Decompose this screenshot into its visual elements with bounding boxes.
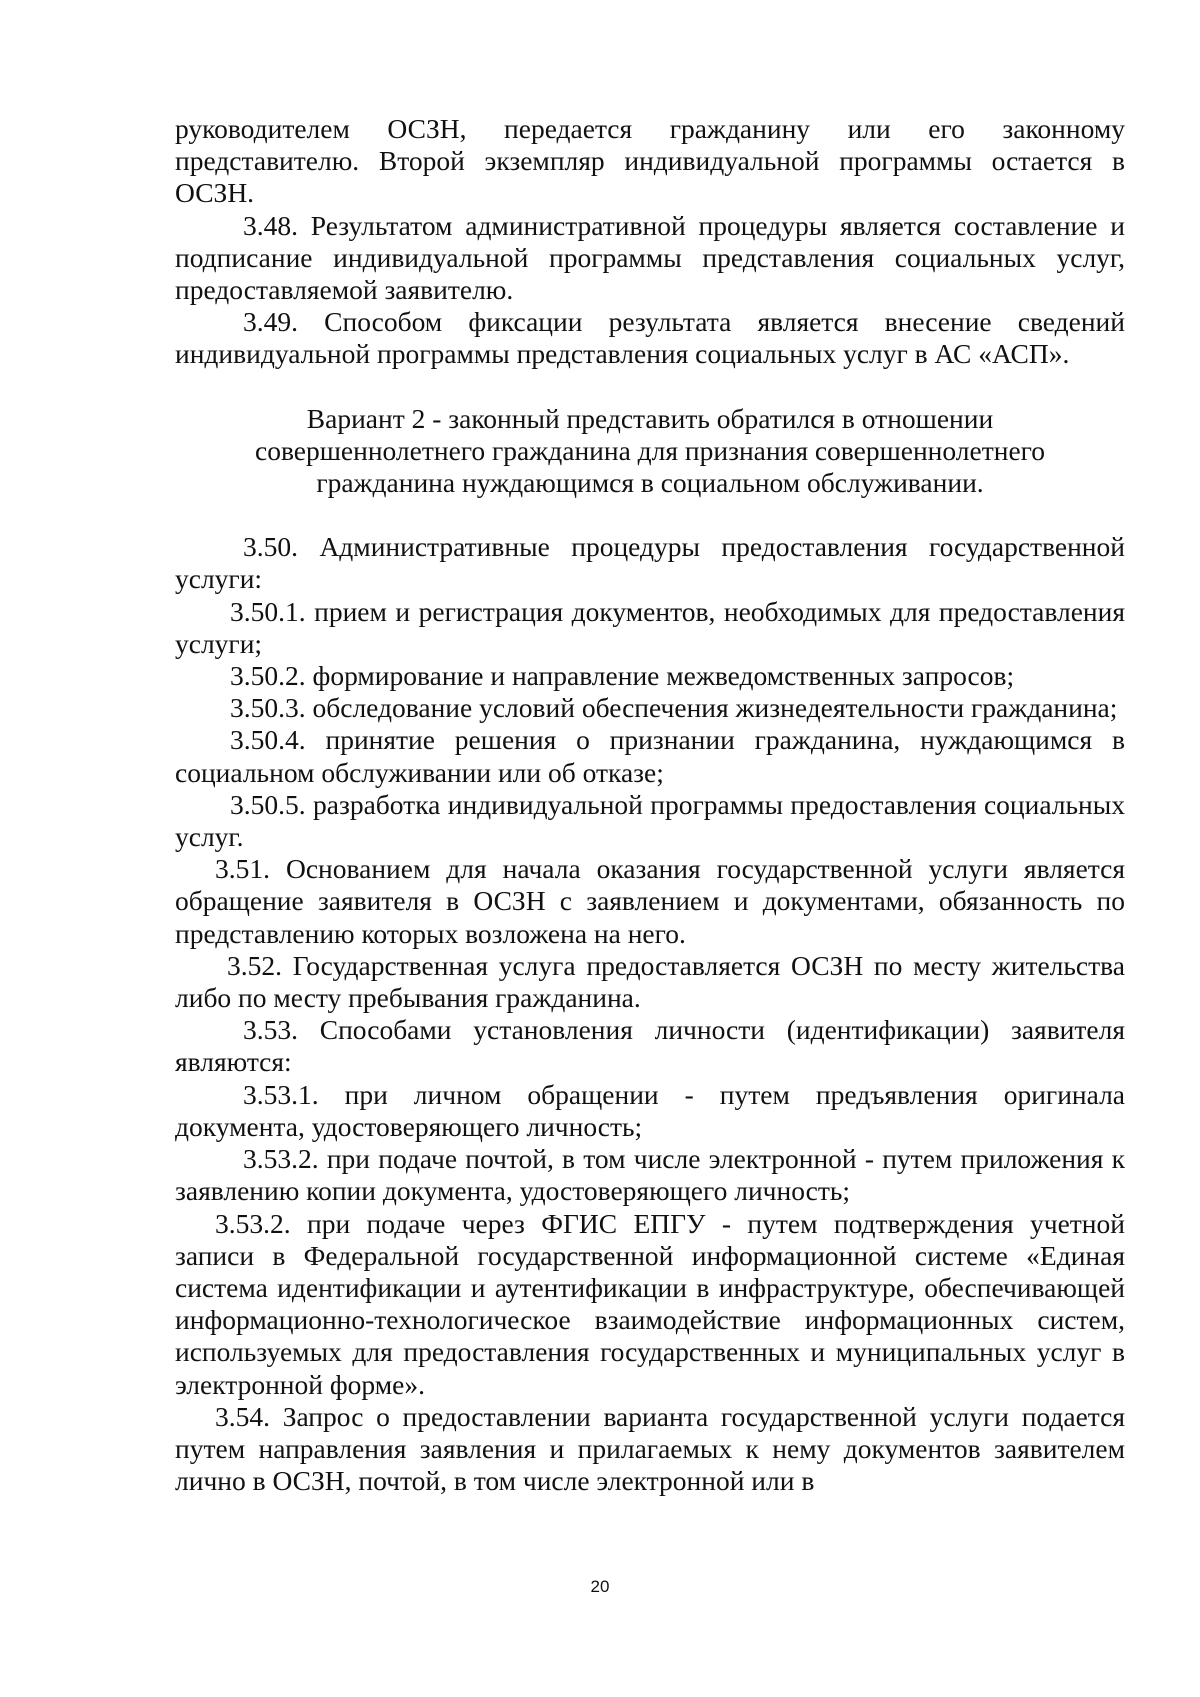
section-heading: Вариант 2 - законный представить обратился в отношении совершеннолетнего гражданина для признания совершеннолетнего гражданина нуждающимся в социальном обслуживании. bbox=[254, 402, 1045, 499]
paragraph-3-50-5: 3.50.5. разработка индивидуальной программы предоставления социальных услуг. bbox=[175, 788, 1125, 853]
paragraph-3-54: 3.54. Запрос о предоставлении варианта государственной услуги подается путем направления заявления и прилагаемых к нему документов заявителем лично в ОСЗН, почтой, в том числе электронной или в bbox=[175, 1400, 1125, 1497]
page-number: 20 bbox=[590, 1577, 610, 1596]
paragraph-3-53: 3.53. Способами установления личности (идентификации) заявителя являются: bbox=[175, 1014, 1125, 1078]
paragraph-3-52: 3.52. Государственная услуга предоставляется ОСЗН по месту жительства либо по месту пребывания гражданина. bbox=[175, 949, 1125, 1014]
spacer bbox=[175, 371, 1125, 403]
paragraph-3-50-2: 3.50.2. формирование и направление межведомственных запросов; bbox=[230, 660, 1015, 692]
paragraph-3-51: 3.51. Основанием для начала оказания государственной услуги является обращение заявителя в ОСЗН с заявлением и документами, обязанность по представлению которых возложена на него. bbox=[175, 853, 1125, 949]
paragraph-3-50-4: 3.50.4. принятие решения о признании гражданина, нуждающимся в социальном обслуживании или об отказе; bbox=[175, 724, 1125, 788]
paragraph-continuation: руководителем ОСЗН, передается гражданину или его законному представителю. Второй экземпляр индивидуальной программы остается в ОСЗН. bbox=[175, 113, 1125, 209]
paragraph-3-50-1: 3.50.1. прием и регистрация документов, необходимых для предоставления услуги; bbox=[175, 595, 1125, 659]
paragraph-3-50: 3.50. Административные процедуры предоставления государственной услуги: bbox=[175, 531, 1125, 595]
paragraph-3-53-2-mail: 3.53.2. при подаче почтой, в том числе электронной - путем приложения к заявлению копии документа, удостоверяющего личность; bbox=[175, 1143, 1125, 1207]
paragraph-3-53-2-epgu: 3.53.2. при подаче через ФГИС ЕПГУ - путем подтверждения учетной записи в Федеральной государственной информационной системе «Единая система идентификации и аутентификации в инфраструктуре, обеспечивающей информационно-технологическое взаимодействие информационных систем, используемых для предоставления государственных и муниципальных услуг в электронной форме». bbox=[175, 1207, 1125, 1400]
paragraph-3-48: 3.48. Результатом административной процедуры является составление и подписание индивидуальной программы представления социальных услуг, предоставляемой заявителю. bbox=[175, 209, 1125, 306]
paragraph-3-49: 3.49. Способом фиксации результата является внесение сведений индивидуальной программы представления социальных услуг в АС «АСП». bbox=[175, 306, 1125, 370]
document-page bbox=[175, 113, 1125, 1497]
spacer bbox=[175, 499, 1125, 531]
paragraph-3-53-1: 3.53.1. при личном обращении - путем предъявления оригинала документа, удостоверяющего личность; bbox=[175, 1078, 1125, 1142]
paragraph-3-50-3: 3.50.3. обследование условий обеспечения жизнедеятельности гражданина; bbox=[230, 692, 1118, 724]
